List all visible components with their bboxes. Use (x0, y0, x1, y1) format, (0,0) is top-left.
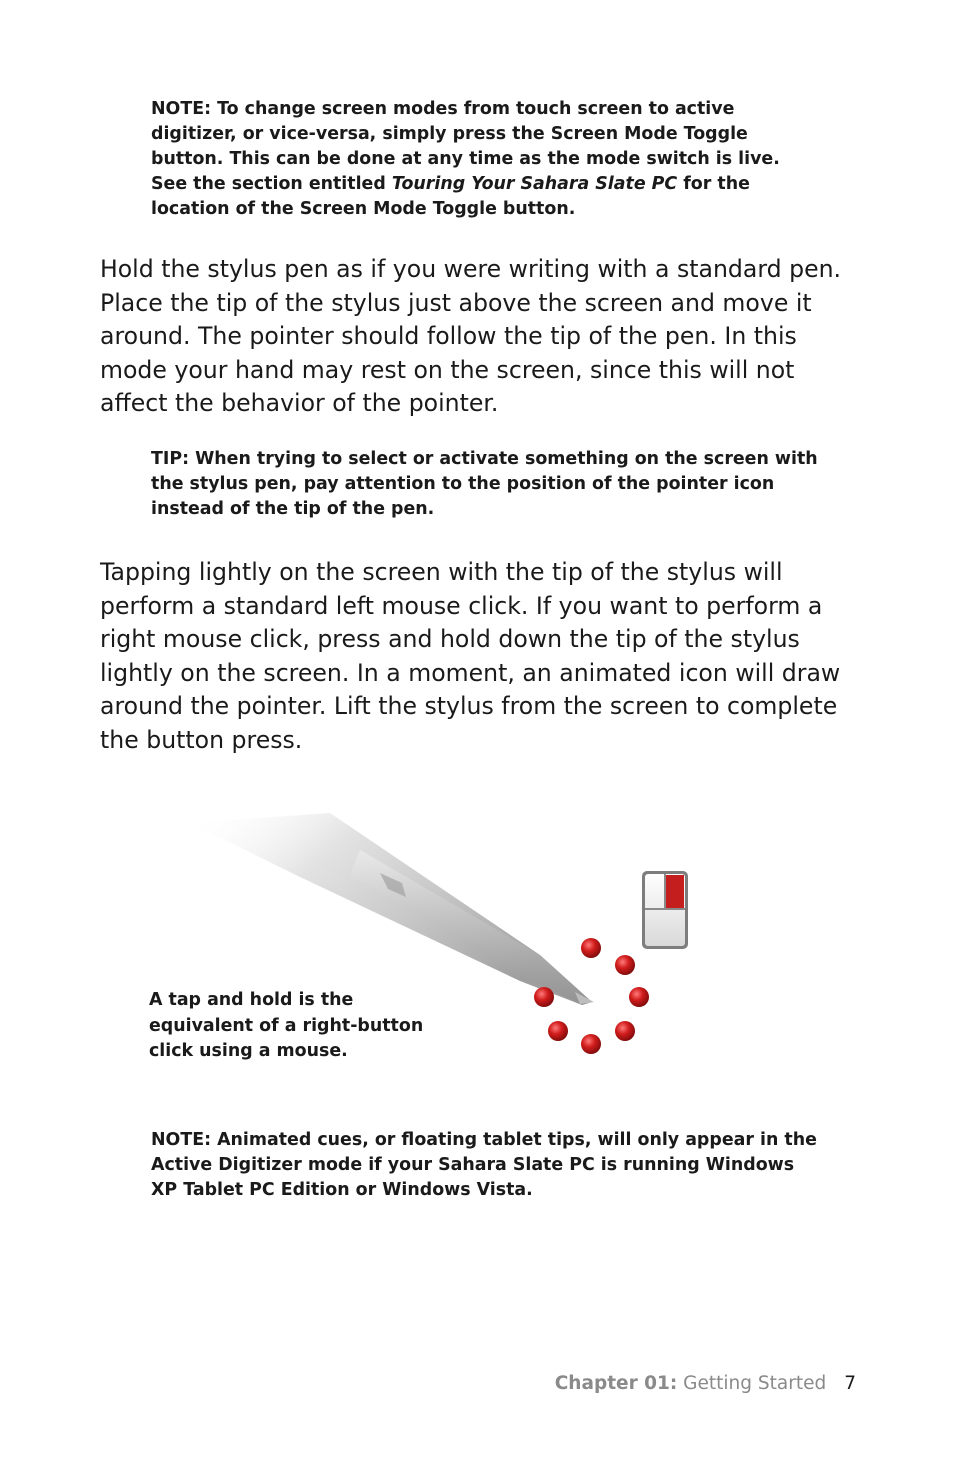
page-number: 7 (844, 1373, 856, 1394)
note-section-reference: Touring Your Sahara Slate PC (391, 174, 678, 194)
footer-chapter-title: Getting Started (677, 1373, 827, 1394)
press-and-hold-ring-icon (534, 938, 649, 1054)
stylus-pen-icon (190, 813, 594, 1005)
note-screen-mode-text: NOTE: To change screen modes from touch screen to active digitizer, or vice-versa, simply press the Screen Mode Toggle button. This can be done at any time as the mode switch is live. See the section entitled (151, 99, 780, 194)
figure-caption: A tap and hold is the equivalent of a right-button click using a mouse. (149, 990, 424, 1061)
note-screen-mode-text-end: for the location of the Screen Mode Toggle button. (151, 174, 750, 219)
tip-pointer-icon: TIP: When trying to select or activate something on the screen with the stylus pen, pay attention to the position of the pointer icon instead of the tip of the pen. (151, 449, 818, 519)
paragraph-tapping: Tapping lightly on the screen with the tip of the stylus will perform a standard left mouse click. If you want to perform a right mouse click, press and hold down the tip of the stylus lightly on the screen. In a moment, an animated icon will draw around the pointer. Lift the stylus from the screen to complete the button press. (100, 558, 841, 754)
note-animated-cues: NOTE: Animated cues, or floating tablet tips, will only appear in the Active Digitizer mode if your Sahara Slate PC is running Windows XP Tablet PC Edition or Windows Vista. (151, 1130, 817, 1200)
right-mouse-button (666, 875, 684, 908)
paragraph-hold-stylus: Hold the stylus pen as if you were writing with a standard pen. Place the tip of the stylus just above the screen and move it around. The pointer should follow the tip of the pen. In this mode your hand may rest on the screen, since this will not affect the behavior of the pointer. (100, 255, 842, 417)
footer-chapter-label: Chapter 01: (554, 1373, 678, 1394)
page-footer (555, 1373, 856, 1394)
note-screen-mode (151, 97, 821, 222)
right-click-mouse-icon (642, 871, 688, 949)
